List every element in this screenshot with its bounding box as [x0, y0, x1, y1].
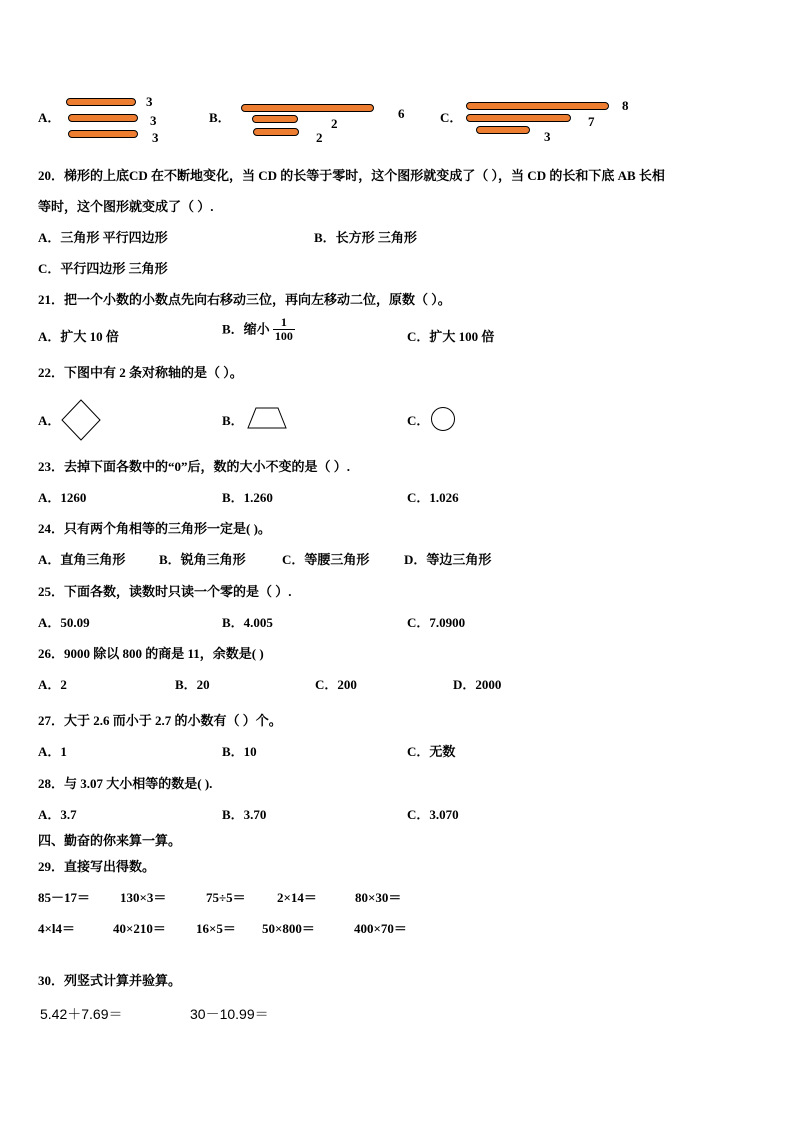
- q26-stem: 26．9000 除以 800 的商是 11，余数是( ): [38, 646, 264, 661]
- rod: [241, 104, 374, 112]
- q29-stem: 29．直接写出得数。: [38, 859, 156, 874]
- q29-expression: 75÷5＝: [206, 890, 246, 905]
- q21-option-b[interactable]: [222, 316, 295, 343]
- q29-expression: 16×5＝: [196, 921, 236, 936]
- rod-length-label: 6: [398, 106, 405, 121]
- rod: [466, 114, 571, 122]
- q23-option-c[interactable]: C．1.026: [407, 490, 459, 505]
- q22-stem: 22．下图中有 2 条对称轴的是（ ）。: [38, 365, 243, 380]
- q23-stem: 23．去掉下面各数中的“0”后，数的大小不变的是（ ）.: [38, 459, 351, 474]
- q26-option-d[interactable]: D．2000: [453, 677, 502, 692]
- q25-option-b[interactable]: B．4.005: [222, 615, 273, 630]
- q27-option-a[interactable]: A．1: [38, 744, 67, 759]
- rod: [476, 126, 530, 134]
- q23-option-a[interactable]: A．1260: [38, 490, 87, 505]
- rod: [68, 114, 138, 122]
- q20-stem-line2: 等时，这个图形就变成了（ ）.: [38, 199, 214, 214]
- q29-expression: 50×800＝: [262, 921, 315, 936]
- q27-stem: 27．大于 2.6 而小于 2.7 的小数有（ ）个。: [38, 713, 282, 728]
- rod: [252, 115, 298, 123]
- rod-length-label: 8: [622, 98, 629, 113]
- q20-stem-line1: 20．梯形的上底CD 在不断地变化，当 CD 的长等于零时，这个图形就变成了（ ），当 CD 的长和下底 AB 长相: [38, 168, 665, 183]
- q21-option-b-prefix: B．缩小: [222, 321, 270, 337]
- fraction: [273, 316, 295, 343]
- q19-option-c-label[interactable]: C．: [440, 110, 463, 125]
- q24-option-c[interactable]: C．等腰三角形: [282, 552, 370, 567]
- rod: [66, 98, 136, 106]
- rod-length-label: 3: [544, 129, 551, 144]
- rod-length-label: 3: [146, 94, 153, 109]
- q21-option-c[interactable]: C．扩大 100 倍: [407, 329, 495, 344]
- fraction-denominator: 100: [274, 329, 293, 343]
- rod: [253, 128, 299, 136]
- q29-expression: 400×70＝: [354, 921, 407, 936]
- q22-option-b-label[interactable]: B．: [222, 413, 244, 428]
- q28-stem: 28．与 3.07 大小相等的数是( ).: [38, 776, 213, 791]
- trapezoid-shape: [246, 406, 288, 430]
- q19-option-a-label[interactable]: A．: [38, 110, 61, 125]
- circle-shape: [430, 406, 456, 432]
- q30-expression-2: 30－10.99＝: [190, 1006, 269, 1022]
- q25-option-a[interactable]: A．50.09: [38, 615, 90, 630]
- q29-expression: 4×l4＝: [38, 921, 76, 936]
- q28-option-a[interactable]: A．3.7: [38, 807, 77, 822]
- q19-option-b-label[interactable]: B．: [209, 110, 231, 125]
- q29-expression: 2×14＝: [277, 890, 317, 905]
- q20-option-a[interactable]: A．三角形 平行四边形: [38, 230, 168, 245]
- q24-option-d[interactable]: D．等边三角形: [404, 552, 492, 567]
- q29-expression: 130×3＝: [120, 890, 167, 905]
- q25-stem: 25．下面各数，读数时只读一个零的是（ ）.: [38, 584, 292, 599]
- q27-option-c[interactable]: C．无数: [407, 744, 456, 759]
- diamond-shape: [61, 399, 101, 441]
- q21-stem: 21．把一个小数的小数点先向右移动三位，再向左移动二位，原数（ ）。: [38, 292, 451, 307]
- fraction-numerator: 1: [280, 315, 287, 329]
- q24-option-a[interactable]: A．直角三角形: [38, 552, 126, 567]
- rod: [68, 130, 138, 138]
- rod: [466, 102, 609, 110]
- rod-length-label: 2: [316, 130, 323, 145]
- rod-length-label: 3: [150, 113, 157, 128]
- rod-length-label: 2: [331, 116, 338, 131]
- section-heading: 四、勤奋的你来算一算。: [38, 833, 182, 848]
- q20-option-b[interactable]: B．长方形 三角形: [314, 230, 417, 245]
- q30-expression-1: 5.42＋7.69＝: [40, 1006, 123, 1022]
- q26-option-a[interactable]: A．2: [38, 677, 67, 692]
- q24-stem: 24．只有两个角相等的三角形一定是( )。: [38, 521, 271, 536]
- q26-option-b[interactable]: B．20: [175, 677, 210, 692]
- rod-length-label: 7: [588, 114, 595, 129]
- q20-option-c[interactable]: C．平行四边形 三角形: [38, 261, 168, 276]
- q29-expression: 80×30＝: [355, 890, 402, 905]
- q22-option-c-label[interactable]: C．: [407, 413, 430, 428]
- q29-expression: 85－17＝: [38, 890, 91, 905]
- q24-option-b[interactable]: B．锐角三角形: [159, 552, 246, 567]
- q23-option-b[interactable]: B．1.260: [222, 490, 273, 505]
- q27-option-b[interactable]: B．10: [222, 744, 257, 759]
- q26-option-c[interactable]: C．200: [315, 677, 357, 692]
- q22-option-a-label[interactable]: A．: [38, 413, 61, 428]
- q29-expression: 40×210＝: [113, 921, 166, 936]
- q28-option-b[interactable]: B．3.70: [222, 807, 267, 822]
- q30-stem: 30．列竖式计算并验算。: [38, 973, 182, 988]
- q25-option-c[interactable]: C．7.0900: [407, 615, 466, 630]
- rod-length-label: 3: [152, 130, 159, 145]
- q21-option-a[interactable]: A．扩大 10 倍: [38, 329, 119, 344]
- q28-option-c[interactable]: C．3.070: [407, 807, 459, 822]
